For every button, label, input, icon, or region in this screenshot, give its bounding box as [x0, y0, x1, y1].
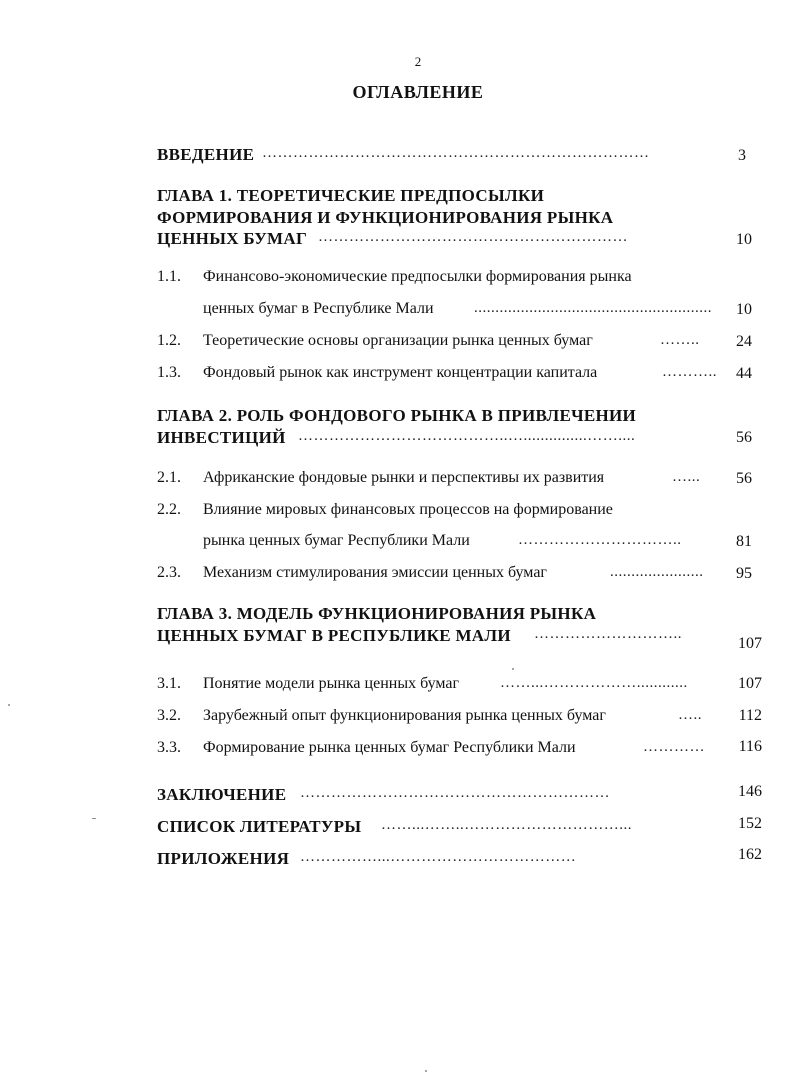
section-title-cont: ценных бумаг в Республике Мали — [203, 300, 434, 317]
section-title: Механизм стимулирования эмиссии ценных бумаг — [203, 564, 547, 581]
section-number: 1.2. — [157, 332, 181, 349]
section-title: Фондовый рынок как инструмент концентрации капитала — [203, 364, 598, 381]
section-page: 107 — [738, 675, 762, 692]
scan-speck — [512, 668, 514, 670]
chapter3-title-line1: ГЛАВА 3. МОДЕЛЬ ФУНКЦИОНИРОВАНИЯ РЫНКА — [157, 604, 597, 623]
section-title: Понятие модели рынка ценных бумаг — [203, 675, 460, 692]
toc-references-page: 152 — [738, 815, 762, 832]
chapter1-page: 10 — [736, 231, 752, 248]
leader-dots: ……...……..…………………………... — [381, 817, 632, 833]
section-title: Формирование рынка ценных бумаг Республики Мали — [203, 739, 576, 756]
leader-dots: ……………...……………………………… — [300, 849, 577, 865]
scan-speck — [92, 818, 96, 819]
leader-dots: ………… — [643, 739, 705, 755]
chapter1-title-line1: ГЛАВА 1. ТЕОРЕТИЧЕСКИЕ ПРЕДПОСЫЛКИ — [157, 186, 545, 205]
toc-appendices-page: 162 — [738, 846, 762, 863]
scan-speck — [425, 1070, 427, 1072]
leader-dots: ……………………….. — [534, 626, 682, 642]
chapter1-title-line2: ФОРМИРОВАНИЯ И ФУНКЦИОНИРОВАНИЯ РЫНКА — [157, 208, 614, 227]
chapter3-title-line2: ЦЕННЫХ БУМАГ В РЕСПУБЛИКЕ МАЛИ — [157, 626, 511, 645]
leader-dots: …………………………………………………… — [318, 229, 628, 245]
leader-dots: ………………………………………………………………… — [262, 145, 650, 161]
section-number: 1.3. — [157, 364, 181, 381]
leader-dots: …………………………………..…...............…….... — [298, 428, 636, 444]
section-title: Влияние мировых финансовых процессов на формирование — [203, 501, 613, 518]
toc-conclusion-label: ЗАКЛЮЧЕНИЕ — [157, 785, 287, 804]
toc-appendices-label: ПРИЛОЖЕНИЯ — [157, 849, 290, 868]
section-page: 116 — [738, 738, 762, 755]
section-page: 24 — [736, 333, 752, 350]
section-number: 2.2. — [157, 501, 181, 518]
section-title: Зарубежный опыт функционирования рынка ценных бумаг — [203, 707, 606, 724]
leader-dots: ………………………….. — [518, 532, 682, 548]
chapter2-title-line1: ГЛАВА 2. РОЛЬ ФОНДОВОГО РЫНКА В ПРИВЛЕЧЕНИИ — [157, 406, 637, 425]
leader-dots: ...................... — [610, 564, 704, 580]
section-number: 3.1. — [157, 675, 181, 692]
chapter2-title-line2: ИНВЕСТИЦИЙ — [157, 428, 286, 447]
section-title-cont: рынка ценных бумаг Республики Мали — [203, 532, 470, 549]
leader-dots: ….. — [678, 707, 702, 723]
chapter2-page: 56 — [736, 429, 752, 446]
leader-dots: …... — [672, 469, 701, 485]
section-page: 56 — [736, 470, 752, 487]
leader-dots: ……….. — [662, 364, 717, 380]
toc-intro-label: ВВЕДЕНИЕ — [157, 145, 255, 164]
section-page: 44 — [736, 365, 752, 382]
section-page: 95 — [736, 565, 752, 582]
toc-intro-page: 3 — [738, 147, 746, 164]
section-page: 81 — [736, 533, 752, 550]
toc-conclusion-page: 146 — [738, 783, 762, 800]
section-number: 1.1. — [157, 268, 181, 285]
toc-references-label: СПИСОК ЛИТЕРАТУРЫ — [157, 817, 362, 836]
section-number: 2.3. — [157, 564, 181, 581]
section-page: 112 — [738, 707, 762, 724]
leader-dots: ........................................................ — [474, 300, 712, 316]
chapter3-page: 107 — [738, 635, 762, 652]
section-number: 3.3. — [157, 739, 181, 756]
section-title: Африканские фондовые рынки и перспективы их развития — [203, 469, 605, 486]
page-number: 2 — [414, 54, 422, 69]
scan-speck — [8, 704, 10, 706]
section-title: Финансово-экономические предпосылки формирования рынка — [203, 268, 632, 285]
leader-dots: ……...………………............ — [500, 675, 688, 691]
leader-dots: …………………………………………………… — [300, 785, 610, 801]
section-title: Теоретические основы организации рынка ценных бумаг — [203, 332, 593, 349]
section-number: 2.1. — [157, 469, 181, 486]
section-page: 10 — [736, 301, 752, 318]
toc-title: ОГЛАВЛЕНИЕ — [352, 82, 484, 102]
chapter1-title-line3: ЦЕННЫХ БУМАГ — [157, 229, 308, 248]
section-number: 3.2. — [157, 707, 181, 724]
leader-dots: …….. — [660, 332, 700, 348]
